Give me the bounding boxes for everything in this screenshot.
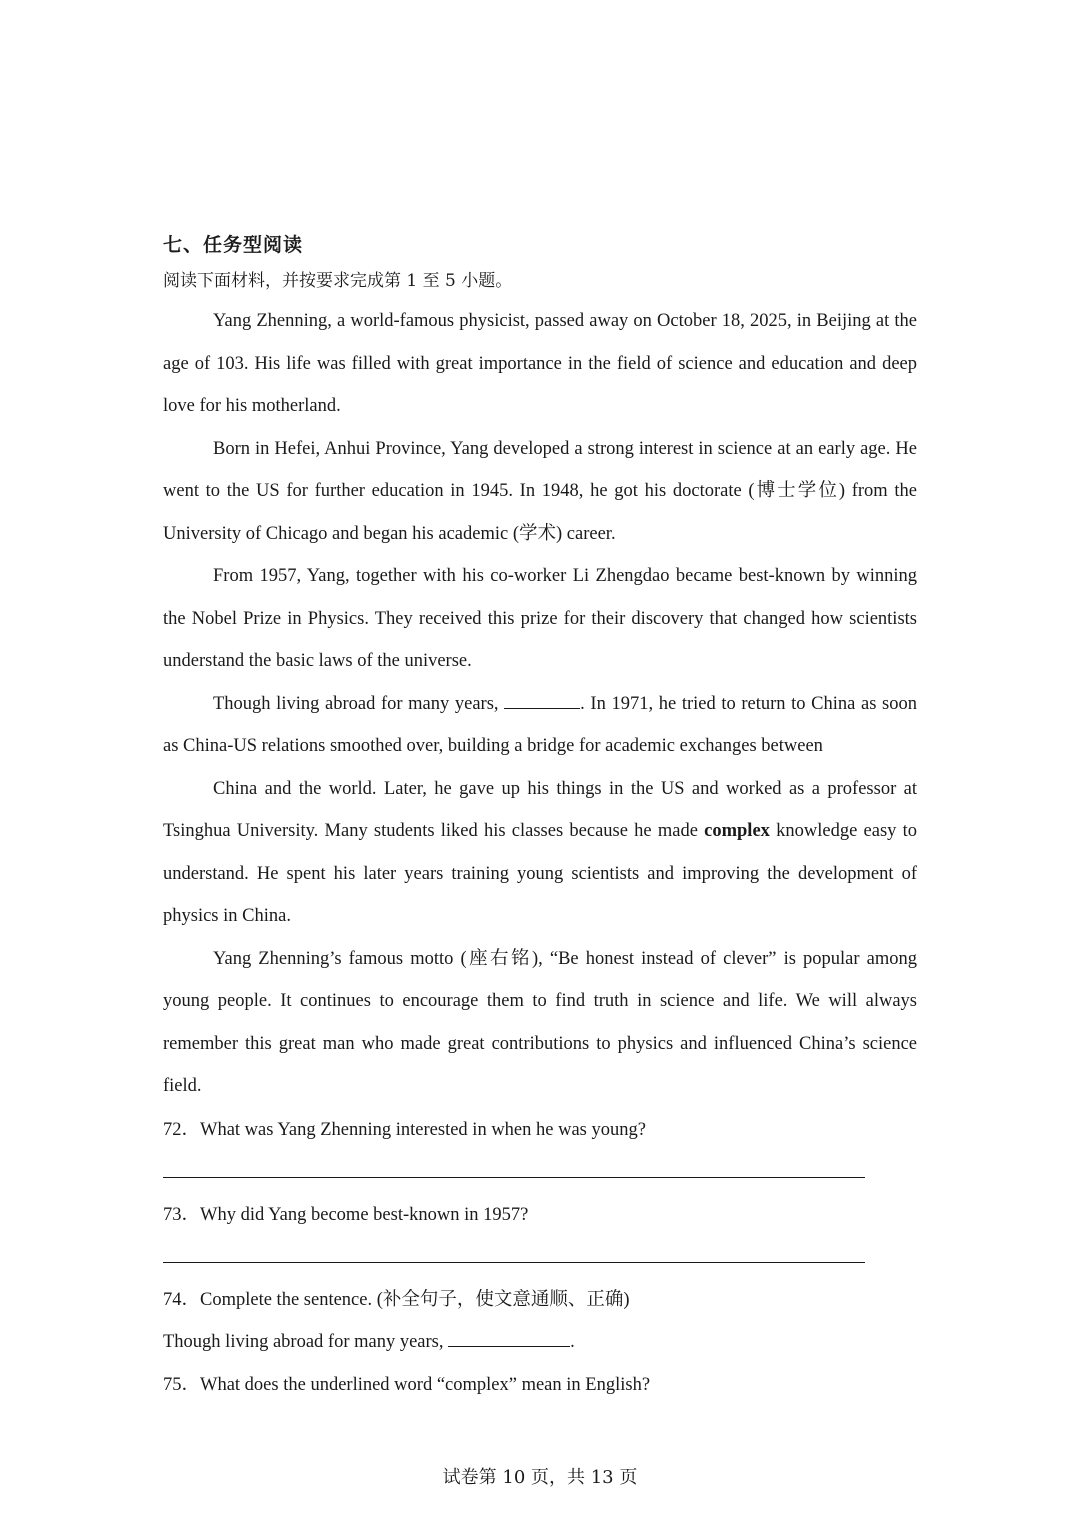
fill-in-blank [504,690,580,709]
passage-paragraph-6: Yang Zhenning’s famous motto (座右铭), “Be honest instead of clever” is popular among young people. It continues to encourage them to find truth in science and life. We will always remember this great man who made great contributions to physics and influenced China’s science field. [163,948,917,1096]
passage-paragraph-5 [163,768,917,938]
page-footer: 试卷第 10 页，共 13 页 [442,1467,638,1488]
question-74-end: . [570,1332,575,1352]
answer-line-72[interactable] [163,1177,865,1178]
paragraph-5-text-start: China and the world. Later, he gave up his things in the US and worked as a professor at Tsinghua University. Many students liked his classes because he made [163,778,917,841]
answer-line-73[interactable] [163,1262,865,1263]
passage-paragraph-2: Born in Hefei, Anhui Province, Yang developed a strong interest in science at an early age. He went to the US for further education in 1945. In 1948, he got his doctorate (博士学位) from the University of Chicago and began his academic (学术) career. [163,438,917,544]
question-74-prompt [163,1328,575,1353]
question-75: 75．What does the underlined word “complex” mean in English? [163,1375,651,1395]
section-instruction: 阅读下面材料，并按要求完成第 1 至 5 小题。 [163,271,513,291]
keyword-complex: complex [704,821,770,841]
answer-blank-74[interactable] [448,1328,570,1347]
paragraph-5-text-end: knowledge easy to understand. He spent his later years training young scientists and improving the development of physics in China. [163,821,918,926]
passage-paragraph-1: Yang Zhenning, a world-famous physicist, passed away on October 18, 2025, in Beijing at the age of 103. His life was filled with great importance in the field of science and education and deep love for his motherland. [163,311,917,416]
question-74-prompt-text: Though living abroad for many years, [163,1332,449,1352]
reading-passage [163,300,917,1108]
passage-paragraph-3: From 1957, Yang, together with his co-worker Li Zhengdao became best-known by winning the Nobel Prize in Physics. They received this prize for their discovery that changed how scientists understand the basic laws of the universe. [163,566,917,671]
paragraph-4-text-end: . In 1971, he tried to return to China as soon as China-US relations smoothed over, building a bridge for academic exchanges between [163,693,917,756]
question-73: 73．Why did Yang become best-known in 1957? [163,1205,529,1225]
passage-paragraph-4 [163,683,917,768]
question-74: 74．Complete the sentence. (补全句子，使文意通顺、正确) [163,1290,630,1310]
question-72: 72．What was Yang Zhenning interested in when he was young? [163,1120,646,1140]
paragraph-4-text-start: Though living abroad for many years, [213,693,505,714]
section-title: 七、任务型阅读 [163,234,304,256]
